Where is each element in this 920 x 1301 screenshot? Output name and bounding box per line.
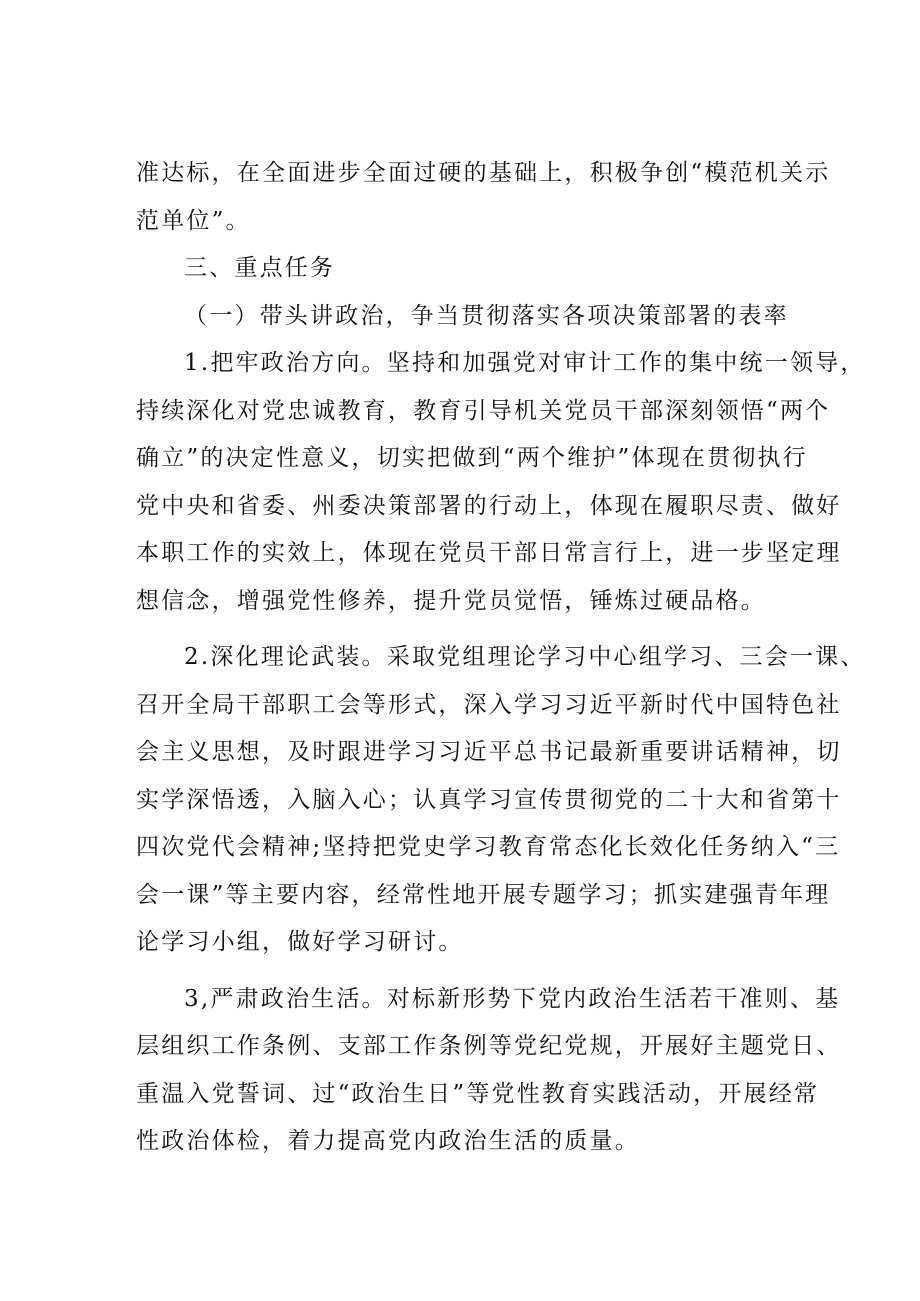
document-body (136, 150, 866, 1166)
text-line: 确立”的决定性意义，切实把做到“两个维护”体现在贯彻执行 (136, 445, 808, 471)
text-line: 实学深悟透，入脑入心；认真学习宣传贯彻党的二十大和省第十 (136, 786, 842, 813)
section-heading: 三、重点任务 (184, 255, 336, 281)
text-line: 准达标，在全面进步全面过硬的基础上，积极争创“模范机关示 (136, 160, 831, 186)
text-line: 想信念，增强党性修养，提升党员觉悟，锤炼过硬品格。 (136, 587, 766, 614)
text-line: 范单位”。 (136, 207, 251, 234)
text-line: 性政治体检，着力提高党内政治生活的质量。 (136, 1128, 640, 1154)
paragraph-2-start: 2.深化理论武装。采取党组理论学习中心组学习、三会一课、 (184, 644, 866, 670)
text-line: 层组织工作条例、支部工作条例等党纪党规，开展好主题党日、 (136, 1033, 842, 1059)
text-line: 党中央和省委、州委决策部署的行动上，体现在履职尽责、做好 (136, 492, 842, 519)
text-line: 会一课”等主要内容，经常性地开展专题学习；抓实建强青年理 (136, 881, 831, 908)
subsection-heading: （一）带头讲政治，争当贯彻落实各项决策部署的表率 (184, 302, 789, 329)
text-line: 论学习小组，做好学习研讨。 (136, 929, 464, 955)
paragraph-3-start: 3,严肃政治生活。对标新形势下党内政治生活若干准则、基 (184, 985, 841, 1012)
text-line: 持续深化对党忠诚教育，教育引导机关党员干部深刻领悟“两个 (136, 397, 831, 424)
text-line: 四次党代会精神;坚持把党史学习教育常态化长效化任务纳入“三 (136, 834, 841, 860)
text-line: 本职工作的实效上，体现在党员干部日常言行上，进一步坚定理 (136, 540, 842, 566)
text-line: 重温入党誓词、过“政治生日”等党性教育实践活动，开展经常 (136, 1080, 820, 1107)
text-line: 会主义思想，及时跟进学习习近平总书记最新重要讲话精神，切 (136, 739, 842, 765)
text-line: 召开全局干部职工会等形式，深入学习习近平新时代中国特色社 (136, 691, 842, 718)
paragraph-1-start: 1.把牢政治方向。坚持和加强党对审计工作的集中统一领导， (184, 350, 866, 376)
